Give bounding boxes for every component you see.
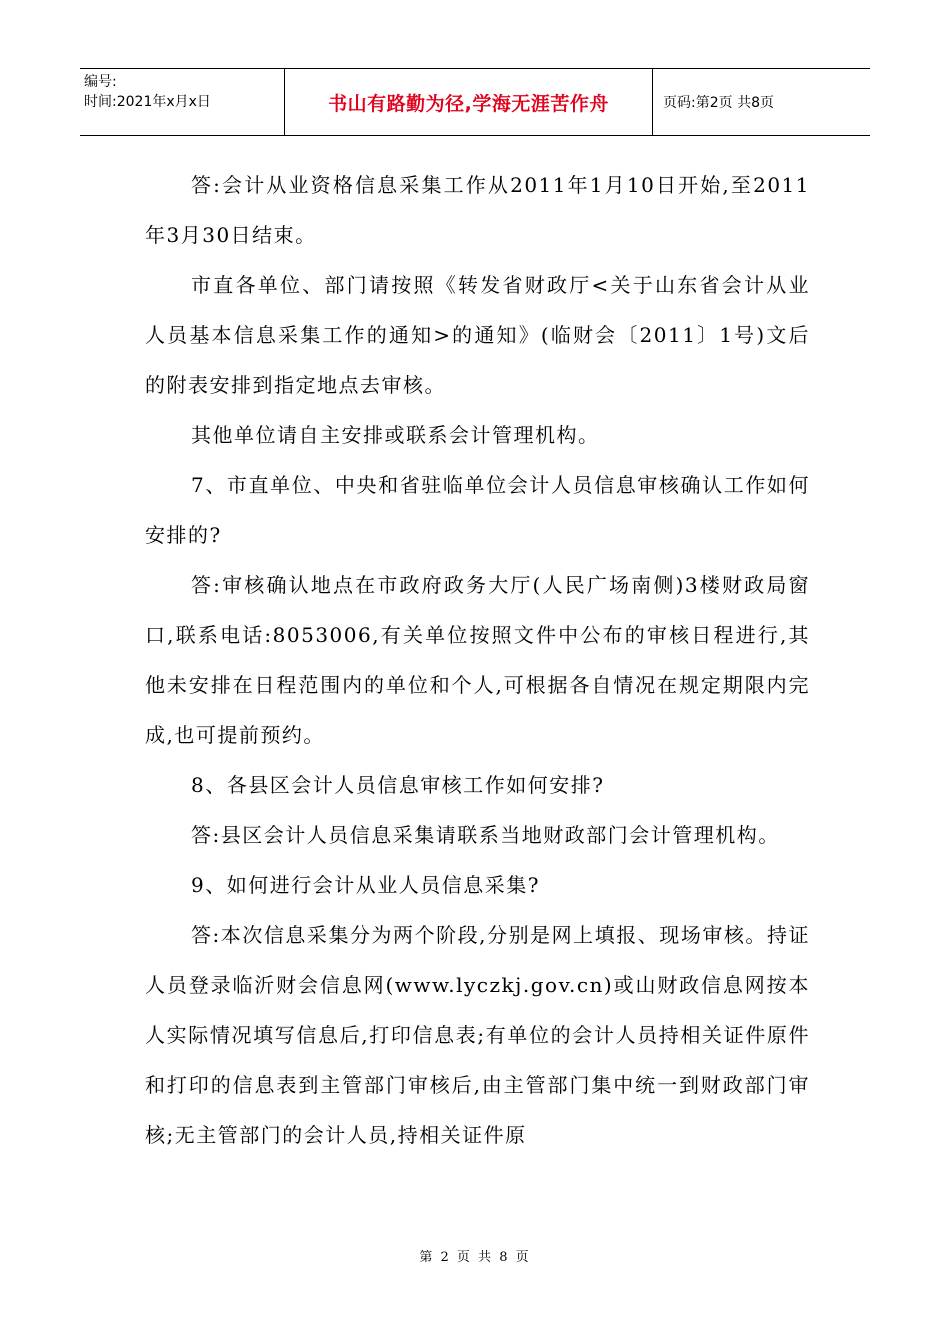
document-time-label: 时间:2021年x月x日 xyxy=(84,94,211,110)
page-footer: 第 2 页 共 8 页 xyxy=(419,1250,531,1265)
question-9: 9、如何进行会计从业人员信息采集? xyxy=(191,873,540,897)
paragraph: 市直各单位、部门请按照《转发省财政厅<关于山东省会计从业人员基本信息采集工作的通知>的通知》(临财会〔2011〕1号)文后的附表安排到指定地点去审核。 xyxy=(145,273,810,397)
header-motto: 书山有路勤为径,学海无涯苦作舟 xyxy=(285,69,653,135)
document-body xyxy=(145,160,810,1160)
header-page-info: 页码:第2页 共8页 xyxy=(663,95,774,111)
document-number-label: 编号: xyxy=(84,74,117,90)
answer-7: 答:审核确认地点在市政府政务大厅(人民广场南侧)3楼财政局窗口,联系电话:8053006,有关单位按照文件中公布的审核日程进行,其他未安排在日程范围内的单位和个人,可根据各自情况在规定期限内完成,也可提前预约。 xyxy=(145,573,810,747)
question-8: 8、各县区会计人员信息审核工作如何安排? xyxy=(191,773,605,797)
paragraph: 其他单位请自主安排或联系会计管理机构。 xyxy=(191,423,600,447)
page-header xyxy=(80,68,870,136)
header-meta xyxy=(80,69,285,135)
answer-9: 答:本次信息采集分为两个阶段,分别是网上填报、现场审核。持证人员登录临沂财会信息网(www.lyczkj.gov.cn)或山财政信息网按本人实际情况填写信息后,打印信息表;有单位的会计人员持相关证件原件和打印的信息表到主管部门审核后,由主管部门集中统一到财政部门审核;无主管部门的会计人员,持相关证件原 xyxy=(145,923,810,1147)
answer-8: 答:县区会计人员信息采集请联系当地财政部门会计管理机构。 xyxy=(191,823,780,847)
question-7: 7、市直单位、中央和省驻临单位会计人员信息审核确认工作如何安排的? xyxy=(145,473,810,547)
paragraph: 答:会计从业资格信息采集工作从2011年1月10日开始,至2011年3月30日结束。 xyxy=(145,173,810,247)
